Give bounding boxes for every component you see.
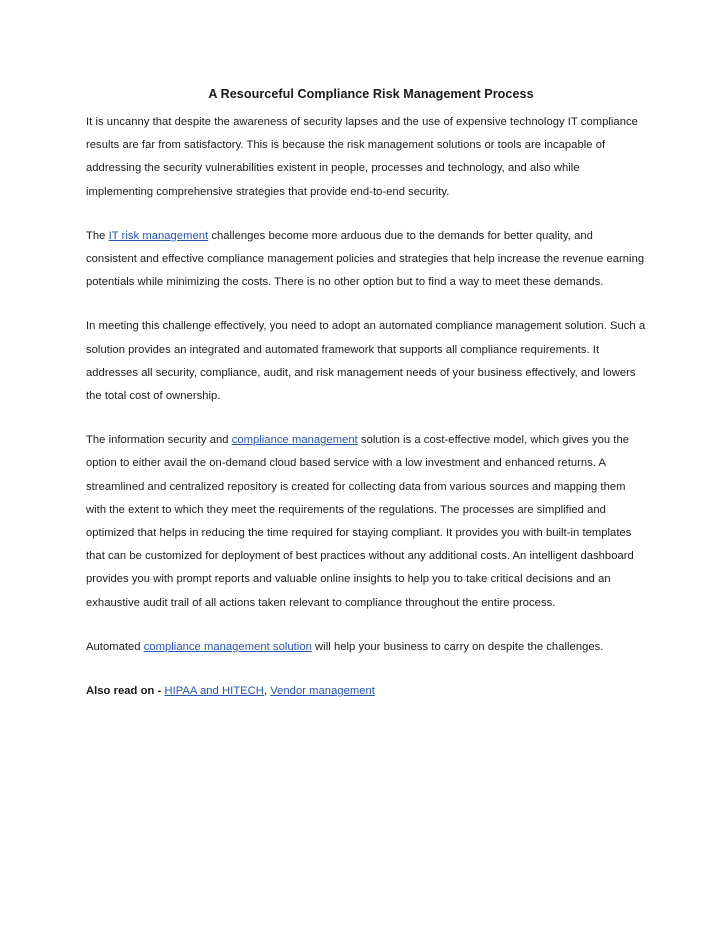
also-read-line xyxy=(86,680,646,703)
paragraph-1: It is uncanny that despite the awareness of security lapses and the use of expensive technology IT compliance results are far from satisfactory. This is because the risk management solutions or tools are incapable of addressing the security vulnerabilities existent in people, processes and technology, and also while implementing comprehensive strategies that provide end-to-end security. xyxy=(86,116,638,198)
paragraph-4-text-after: solution is a cost-effective model, which gives you the option to either avail the on-demand cloud based service with a low investment and enhanced returns. A streamlined and centralized repository is created for collecting data from various sources and mapping them with the extent to which they meet the requirements of the regulations. The processes are simplified and optimized that helps in reducing the time required for staying compliant. It provides you with built-in templates that can be customized for deployment of best practices without any additional costs. An intelligent dashboard provides you with prompt reports and valuable online insights to help you to take critical decisions and an exhaustive audit trail of all actions taken relevant to compliance throughout the entire process. xyxy=(86,434,634,609)
paragraph-2 xyxy=(86,225,646,295)
paragraph-5 xyxy=(86,636,646,659)
paragraph-5-text-after: will help your business to carry on despite the challenges. xyxy=(311,640,604,653)
compliance-management-solution-link[interactable]: compliance management solution xyxy=(143,640,312,653)
paragraph-5-text-before: Automated xyxy=(86,640,144,653)
compliance-management-link[interactable]: compliance management xyxy=(231,434,358,447)
also-read-separator: , xyxy=(263,685,271,698)
document-page xyxy=(86,84,646,724)
paragraph-4 xyxy=(86,429,646,615)
paragraph-2-text-after: challenges become more arduous due to the demands for better quality, and consistent and effective compliance management policies and strategies that help increase the revenue earning potentials while minimizing the costs. There is no other option but to find a way to meet these demands. xyxy=(86,229,645,289)
paragraph-2-text-before: The xyxy=(86,229,109,242)
paragraph-3: In meeting this challenge effectively, you need to adopt an automated compliance management solution. Such a solution provides an integrated and automated framework that supports all compliance requirements. It addresses all security, compliance, audit, and risk management needs of your business effectively, and lowers the total cost of ownership. xyxy=(86,320,646,403)
document-title: A Resourceful Compliance Risk Management Process xyxy=(208,87,534,101)
hipaa-hitech-link[interactable]: HIPAA and HITECH xyxy=(164,685,264,698)
vendor-management-link[interactable]: Vendor management xyxy=(270,685,375,698)
also-read-label: Also read on - xyxy=(86,685,165,698)
paragraph-4-text-before: The information security and xyxy=(86,434,232,447)
it-risk-management-link[interactable]: IT risk management xyxy=(108,229,209,242)
